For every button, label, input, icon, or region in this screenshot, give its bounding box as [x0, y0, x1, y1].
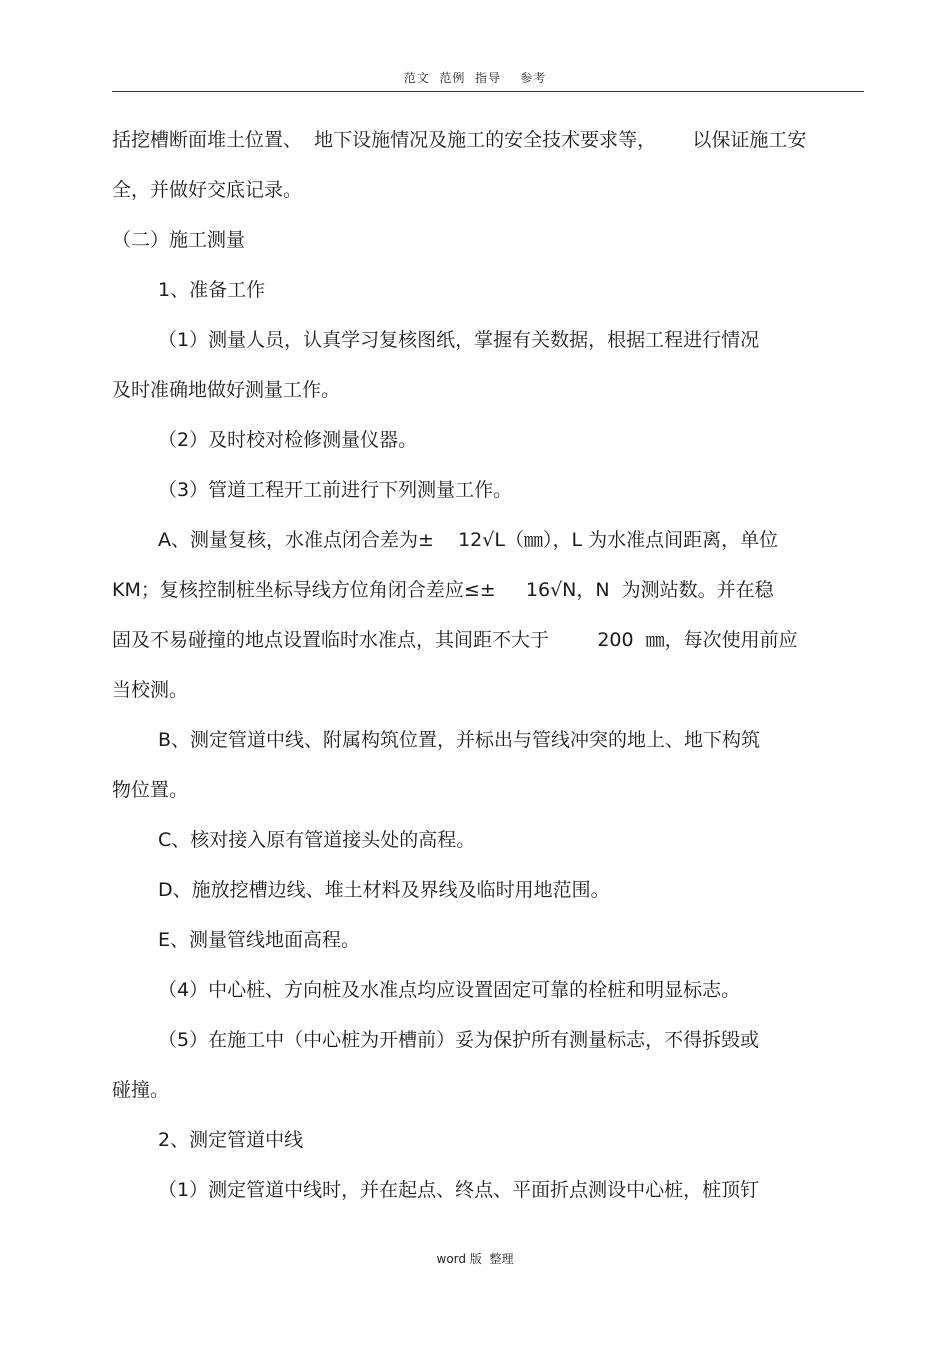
text-line: 物位置。 [112, 779, 189, 801]
text-line: 及时准确地做好测量工作。 [112, 379, 341, 401]
text-line: 全，并做好交底记录。 [112, 179, 303, 201]
page-header: 范文 范例 指导 参考 [403, 71, 547, 85]
text-line: 固及不易碰撞的地点设置临时水准点，其间距不大于 200 ㎜，每次使用前应 [112, 629, 798, 651]
section-heading: （二）施工测量 [112, 229, 246, 251]
text-line: （5）在施工中（中心桩为开槽前）妥为保护所有测量标志，不得拆毁或 [158, 1029, 760, 1051]
text-line: （1）测量人员，认真学习复核图纸，掌握有关数据，根据工程进行情况 [158, 329, 760, 351]
text-line: 括挖槽断面堆土位置、 地下设施情况及施工的安全技术要求等， 以保证施工安 [112, 129, 807, 151]
text-line: 碰撞。 [112, 1079, 170, 1101]
text-line: 当校测。 [112, 679, 189, 701]
subsection-heading: 2、测定管道中线 [158, 1129, 304, 1151]
text-line: （2）及时校对检修测量仪器。 [158, 429, 418, 451]
text-line: （4）中心桩、方向桩及水准点均应设置固定可靠的栓桩和明显标志。 [158, 979, 741, 1001]
text-line: KM；复核控制桩坐标导线方位角闭合差应≤± 16√N，N 为测站数。并在稳 [112, 579, 774, 601]
page-footer: word 版 整理 [436, 1252, 514, 1266]
text-line: （1）测定管道中线时，并在起点、终点、平面折点测设中心桩，桩顶钉 [158, 1179, 760, 1201]
text-line: （3）管道工程开工前进行下列测量工作。 [158, 479, 513, 501]
header-divider [112, 91, 864, 92]
text-line: E、测量管线地面高程。 [158, 929, 361, 951]
text-line: A、测量复核，水准点闭合差为± 12√L（㎜），L 为水准点间距离，单位 [158, 529, 779, 551]
text-line: D、施放挖槽边线、堆土材料及界线及临时用地范围。 [158, 879, 610, 901]
subsection-heading: 1、准备工作 [158, 279, 266, 301]
text-line: B、测定管道中线、附属构筑位置，并标出与管线冲突的地上、地下构筑 [158, 729, 761, 751]
text-line: C、核对接入原有管道接头处的高程。 [158, 829, 476, 851]
